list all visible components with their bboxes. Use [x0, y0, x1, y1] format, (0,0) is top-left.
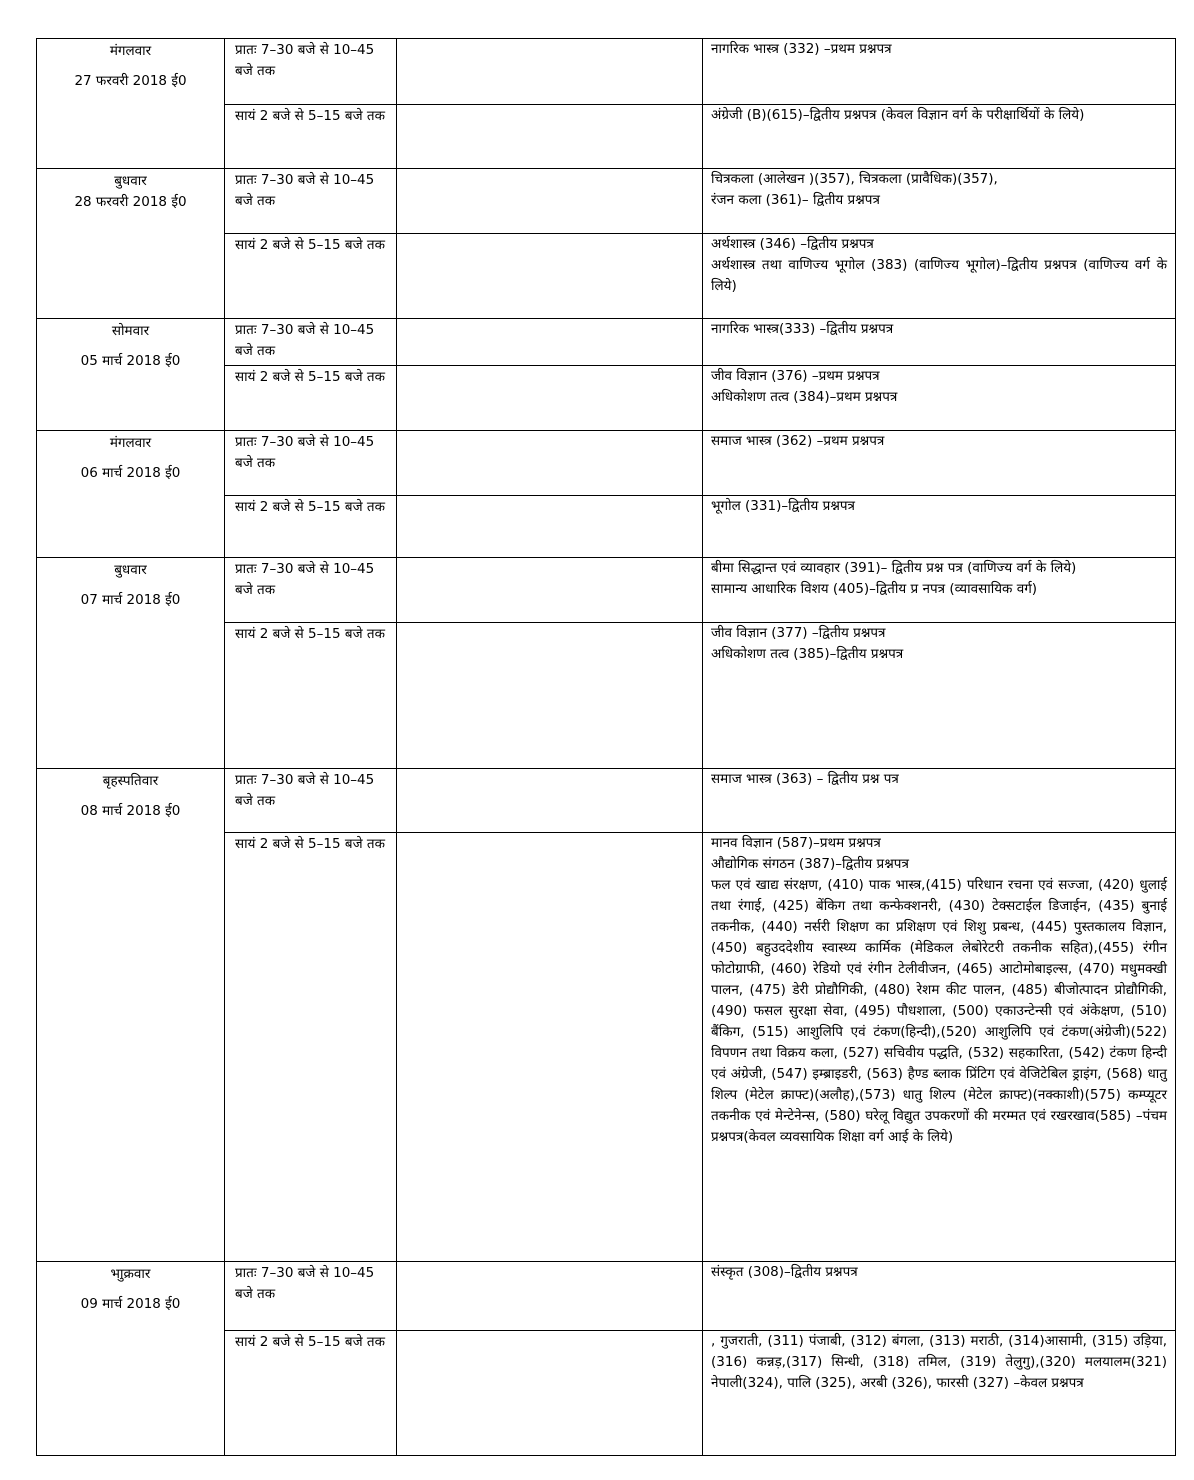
- subject-entry: समाज भास्त्र (363) – द्वितीय प्रश्न पत्र: [711, 771, 899, 787]
- subject-entry: मानव विज्ञान (587)–प्रथम प्रश्नपत्र: [711, 835, 881, 851]
- evening-time-cell: [224, 104, 397, 169]
- subject-entry: रंजन कला (361)– द्वितीय प्रश्नपत्र: [711, 192, 880, 208]
- empty-cell: [396, 768, 703, 833]
- morning-subjects-cell: [702, 1261, 1176, 1331]
- day-cell: [36, 430, 225, 558]
- morning-time-cell: [224, 318, 397, 366]
- subject-entry: अंग्रेजी (B)(615)–द्वितीय प्रश्नपत्र (केवल विज्ञान वर्ग के परीक्षार्थियों के लिये): [711, 107, 1085, 123]
- evening-subjects-cell: [702, 832, 1176, 1262]
- day-name: मंगलवार: [109, 43, 152, 59]
- evening-subjects-cell: [702, 365, 1176, 431]
- empty-cell: [396, 430, 703, 496]
- subject-entry: नागरिक भास्त्र (332) –प्रथम प्रश्नपत्र: [711, 41, 892, 57]
- exam-date: 06 मार्च 2018 ई0: [80, 465, 181, 481]
- subject-entry: नागरिक भास्त्र(333) –द्वितीय प्रश्नपत्र: [711, 321, 894, 337]
- evening-subjects-cell: [702, 1330, 1176, 1456]
- morning-subjects-cell: [702, 557, 1176, 623]
- empty-cell: [396, 233, 703, 319]
- subject-entry: अधिकोशण तत्व (385)–द्वितीय प्रश्नपत्र: [711, 646, 904, 662]
- morning-time-cell: [224, 38, 397, 105]
- subject-entry: भूगोल (331)–द्वितीय प्रश्नपत्र: [711, 498, 856, 514]
- empty-cell: [396, 557, 703, 623]
- day-name: सोमवार: [111, 323, 150, 339]
- subject-entry: , गुजराती, (311) पंजाबी, (312) बंगला, (313) मराठी, (314)आसामी, (315) उड़िया, (316) कन्नड़,(317) सिन्धी, (318) तमिल, (319) तेलुगु),(320) मलयालम(321) नेपाली(324), पालि (325), अरबी (326), फारसी (327) –केवल प्रश्नपत्र: [711, 1333, 1167, 1391]
- subject-entry: अर्थशास्त्र (346) –द्वितीय प्रश्नपत्र: [711, 236, 874, 252]
- morning-time-cell: [224, 430, 397, 496]
- session-time: सायं 2 बजे से 5–15 बजे तक: [235, 1334, 385, 1350]
- session-time: सायं 2 बजे से 5–15 बजे तक: [235, 369, 385, 385]
- subject-entry: अधिकोशण तत्व (384)–प्रथम प्रश्नपत्र: [711, 389, 898, 405]
- subject-entry: चित्रकला (आलेखन )(357), चित्रकला (प्रावैधिक)(357),: [711, 171, 998, 187]
- empty-cell: [396, 622, 703, 769]
- evening-time-cell: [224, 365, 397, 431]
- subject-entry: संस्कृत (308)–द्वितीय प्रश्नपत्र: [711, 1264, 858, 1280]
- morning-subjects-cell: [702, 318, 1176, 366]
- day-name: भाुक्रवार: [110, 1266, 151, 1282]
- day-cell: [36, 38, 225, 169]
- evening-subjects-cell: [702, 104, 1176, 169]
- evening-time-cell: [224, 832, 397, 1262]
- morning-subjects-cell: [702, 768, 1176, 833]
- empty-cell: [396, 365, 703, 431]
- day-cell: [36, 1261, 225, 1456]
- evening-subjects-cell: [702, 495, 1176, 558]
- day-name: मंगलवार: [109, 435, 152, 451]
- session-time: प्रातः 7–30 बजे से 10–45 बजे तक: [235, 434, 375, 471]
- evening-subjects-cell: [702, 233, 1176, 319]
- morning-time-cell: [224, 168, 397, 234]
- subject-entry: अर्थशास्त्र तथा वाणिज्य भूगोल (383) (वाणिज्य भूगोल)–द्वितीय प्रश्नपत्र (वाणिज्य वर्ग के लिये): [711, 257, 1167, 294]
- day-cell: [36, 557, 225, 769]
- subject-entry: जीव विज्ञान (376) –प्रथम प्रश्नपत्र: [711, 368, 880, 384]
- subject-entry: बीमा सिद्धान्त एवं व्यावहार (391)– द्वितीय प्रश्न पत्र (वाणिज्य वर्ग के लिये): [711, 560, 1077, 576]
- empty-cell: [396, 168, 703, 234]
- day-cell: [36, 318, 225, 431]
- morning-subjects-cell: [702, 38, 1176, 105]
- session-time: सायं 2 बजे से 5–15 बजे तक: [235, 237, 385, 253]
- day-name: बुधवार: [114, 173, 147, 189]
- day-name: बुधवार: [114, 562, 147, 578]
- session-time: प्रातः 7–30 बजे से 10–45 बजे तक: [235, 42, 375, 79]
- session-time: सायं 2 बजे से 5–15 बजे तक: [235, 108, 385, 124]
- exam-date: 07 मार्च 2018 ई0: [80, 592, 181, 608]
- session-time: प्रातः 7–30 बजे से 10–45 बजे तक: [235, 172, 375, 209]
- day-cell: [36, 168, 225, 319]
- subject-entry: सामान्य आधारिक विशय (405)–द्वितीय प्र नपत्र (व्यावसायिक वर्ग): [711, 581, 1038, 597]
- subject-entry: समाज भास्त्र (362) –प्रथम प्रश्नपत्र: [711, 433, 885, 449]
- session-time: प्रातः 7–30 बजे से 10–45 बजे तक: [235, 322, 375, 359]
- empty-cell: [396, 1261, 703, 1331]
- exam-date: 27 फरवरी 2018 ई0: [74, 73, 187, 89]
- evening-time-cell: [224, 622, 397, 769]
- empty-cell: [396, 495, 703, 558]
- session-time: प्रातः 7–30 बजे से 10–45 बजे तक: [235, 1265, 375, 1302]
- exam-date: 28 फरवरी 2018 ई0: [74, 194, 187, 210]
- day-name: बृहस्पतिवार: [102, 773, 159, 789]
- evening-time-cell: [224, 233, 397, 319]
- evening-time-cell: [224, 495, 397, 558]
- session-time: प्रातः 7–30 बजे से 10–45 बजे तक: [235, 561, 375, 598]
- session-time: सायं 2 बजे से 5–15 बजे तक: [235, 626, 385, 642]
- morning-subjects-cell: [702, 168, 1176, 234]
- session-time: प्रातः 7–30 बजे से 10–45 बजे तक: [235, 772, 375, 809]
- exam-schedule-table: [36, 38, 1175, 1455]
- session-time: सायं 2 बजे से 5–15 बजे तक: [235, 836, 385, 852]
- evening-time-cell: [224, 1330, 397, 1456]
- empty-cell: [396, 104, 703, 169]
- session-time: सायं 2 बजे से 5–15 बजे तक: [235, 499, 385, 515]
- exam-date: 09 मार्च 2018 ई0: [80, 1296, 181, 1312]
- subject-entry: औद्योगिक संगठन (387)–द्वितीय प्रश्नपत्र: [711, 856, 909, 872]
- morning-time-cell: [224, 557, 397, 623]
- morning-time-cell: [224, 1261, 397, 1331]
- exam-date: 05 मार्च 2018 ई0: [80, 353, 181, 369]
- empty-cell: [396, 832, 703, 1262]
- evening-subjects-cell: [702, 622, 1176, 769]
- empty-cell: [396, 318, 703, 366]
- exam-date: 08 मार्च 2018 ई0: [80, 803, 181, 819]
- subject-entry: जीव विज्ञान (377) –द्वितीय प्रश्नपत्र: [711, 625, 886, 641]
- morning-time-cell: [224, 768, 397, 833]
- morning-subjects-cell: [702, 430, 1176, 496]
- day-cell: [36, 768, 225, 1262]
- empty-cell: [396, 1330, 703, 1456]
- empty-cell: [396, 38, 703, 105]
- subject-entry: फल एवं खाद्य संरक्षण, (410) पाक भास्त्र,(415) परिधान रचना एवं सज्जा, (420) धुलाई तथा रंगाई, (425) बेंकिग तथा कन्फेक्शनरी, (430) टेक्सटाईल डिजाईन, (435) बुनाई तकनीक, (440) नर्सरी शिक्षण का प्रशिक्षण एवं शिशु प्रबन्ध, (445) पुस्तकालय विज्ञान, (450) बहुउददेशीय स्वास्थ्य कार्मिक (मेडिकल लेबोरेटरी तकनीक सहित),(455) रंगीन फोटोग्राफी, (460) रेडियो एवं रंगीन टेलीवीजन, (465) आटोमोबाइल्स, (470) मधुमक्खी पालन, (475) डेरी प्रोद्यौगिकी, (480) रेशम कीट पालन, (485) बीजोत्पादन प्रोद्यौगिकी, (490) फसल सुरक्षा सेवा, (495) पौधशाला, (500) एकाउन्टेन्सी एवं अंकेक्षण, (510) बैंकिग, (515) आशुलिपि एवं टंकण(हिन्दी),(520) आशुलिपि एवं टंकण(अंग्रेजी)(522) विपणन तथा विक्रय कला, (527) सचिवीय पद्धति, (532) सहकारिता, (542) टंकण हिन्दी एवं अंग्रेजी, (547) इम्ब्राइडरी, (563) हैण्ड ब्लाक प्रिंटिग एवं वेजिटेबिल ड्राइंग, (568) धातु शिल्प (मेटेल क्राफ्ट)(अलौह),(573) धातु शिल्प (मेटेल क्राफ्ट)(नक्काशी)(575) कम्प्यूटर तकनीक एवं मेन्टेनेन्स, (580) घरेलू विद्युत उपकरणों की मरम्मत एवं रखरखाव(585) –पंचम प्रश्नपत्र(केवल व्यवसायिक शिक्षा वर्ग आई के लिये): [711, 877, 1167, 1145]
